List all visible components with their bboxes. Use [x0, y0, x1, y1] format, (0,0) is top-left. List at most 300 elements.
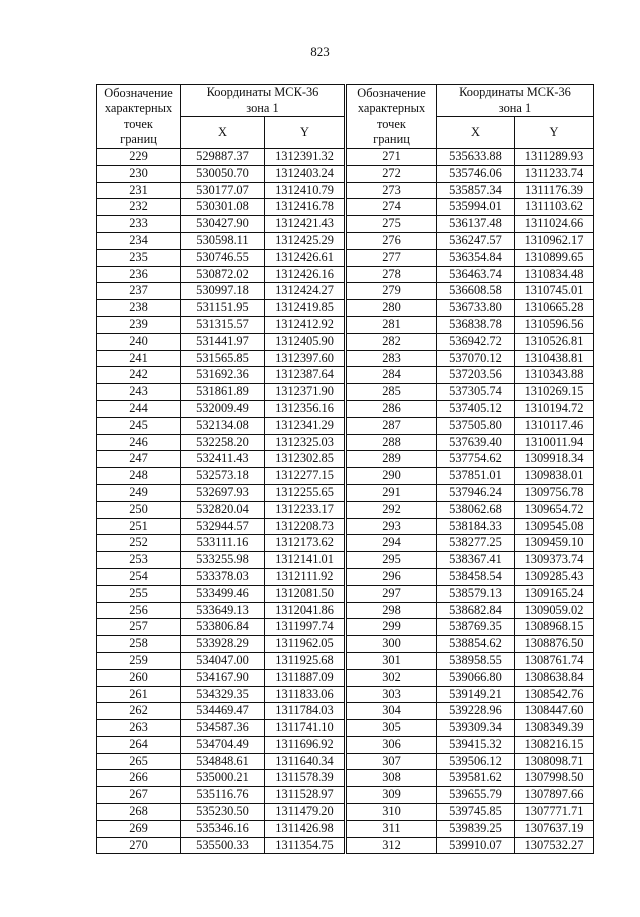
x-coordinate-cell: 535857.34 [437, 182, 515, 199]
table-row [347, 686, 594, 703]
x-coordinate-cell: 534704.49 [181, 736, 265, 753]
table-row [97, 182, 345, 199]
y-coordinate-cell: 1311233.74 [515, 165, 594, 182]
table-row [97, 686, 345, 703]
y-coordinate-cell: 1311578.39 [265, 770, 345, 787]
table-row [347, 568, 594, 585]
point-number-cell: 305 [347, 720, 437, 737]
x-coordinate-cell: 531692.36 [181, 367, 265, 384]
point-number-cell: 295 [347, 552, 437, 569]
point-number-cell: 246 [97, 434, 181, 451]
table-row [347, 585, 594, 602]
x-coordinate-cell: 535000.21 [181, 770, 265, 787]
y-coordinate-cell: 1312277.15 [265, 468, 345, 485]
y-coordinate-cell: 1308216.15 [515, 736, 594, 753]
point-label-header: Обозначение характерных точек границ [347, 85, 437, 149]
y-coordinate-cell: 1311103.62 [515, 199, 594, 216]
table-row [97, 602, 345, 619]
y-coordinate-cell: 1312403.24 [265, 165, 345, 182]
table-row [347, 232, 594, 249]
table-row [97, 535, 345, 552]
point-number-cell: 234 [97, 232, 181, 249]
table-row [347, 400, 594, 417]
point-number-cell: 309 [347, 787, 437, 804]
table-row [347, 837, 594, 854]
point-number-cell: 241 [97, 350, 181, 367]
point-number-cell: 269 [97, 820, 181, 837]
y-coordinate-cell: 1309373.74 [515, 552, 594, 569]
x-coordinate-cell: 536733.80 [437, 300, 515, 317]
y-coordinate-cell: 1308761.74 [515, 652, 594, 669]
x-coordinate-cell: 539066.80 [437, 669, 515, 686]
point-number-cell: 250 [97, 501, 181, 518]
x-coordinate-cell: 537754.62 [437, 451, 515, 468]
point-number-cell: 311 [347, 820, 437, 837]
table-row [97, 300, 345, 317]
point-number-cell: 262 [97, 703, 181, 720]
table-row [97, 552, 345, 569]
y-coordinate-cell: 1310343.88 [515, 367, 594, 384]
table-row [347, 804, 594, 821]
y-coordinate-cell: 1309918.34 [515, 451, 594, 468]
x-header: X [181, 117, 265, 149]
point-number-cell: 249 [97, 484, 181, 501]
point-number-cell: 235 [97, 249, 181, 266]
y-coordinate-cell: 1312391.32 [265, 149, 345, 166]
table-row [347, 333, 594, 350]
point-number-cell: 278 [347, 266, 437, 283]
point-number-cell: 236 [97, 266, 181, 283]
point-label-header: Обозначение характерных точек границ [97, 85, 181, 149]
y-coordinate-cell: 1308447.60 [515, 703, 594, 720]
table-row [347, 669, 594, 686]
table-row [97, 736, 345, 753]
table-row [97, 266, 345, 283]
table-row [347, 316, 594, 333]
y-coordinate-cell: 1310011.94 [515, 434, 594, 451]
table-row [97, 501, 345, 518]
y-coordinate-cell: 1309165.24 [515, 585, 594, 602]
y-coordinate-cell: 1307897.66 [515, 787, 594, 804]
x-coordinate-cell: 538184.33 [437, 518, 515, 535]
point-number-cell: 279 [347, 283, 437, 300]
y-coordinate-cell: 1312341.29 [265, 417, 345, 434]
table-row [347, 736, 594, 753]
x-coordinate-cell: 534587.36 [181, 720, 265, 737]
x-coordinate-cell: 530050.70 [181, 165, 265, 182]
y-coordinate-cell: 1312255.65 [265, 484, 345, 501]
x-coordinate-cell: 539309.34 [437, 720, 515, 737]
coordinates-header: Координаты МСК-36 зона 1 [181, 85, 345, 117]
point-number-cell: 302 [347, 669, 437, 686]
x-coordinate-cell: 537639.40 [437, 434, 515, 451]
y-coordinate-cell: 1311024.66 [515, 216, 594, 233]
x-coordinate-cell: 534167.90 [181, 669, 265, 686]
y-coordinate-cell: 1312397.60 [265, 350, 345, 367]
y-coordinate-cell: 1312302.85 [265, 451, 345, 468]
x-coordinate-cell: 532944.57 [181, 518, 265, 535]
table-row [347, 451, 594, 468]
y-coordinate-cell: 1310596.56 [515, 316, 594, 333]
point-number-cell: 265 [97, 753, 181, 770]
point-number-cell: 260 [97, 669, 181, 686]
point-number-cell: 310 [347, 804, 437, 821]
x-coordinate-cell: 534047.00 [181, 652, 265, 669]
y-coordinate-cell: 1311997.74 [265, 619, 345, 636]
x-coordinate-cell: 533499.46 [181, 585, 265, 602]
x-coordinate-cell: 533111.16 [181, 535, 265, 552]
x-coordinate-cell: 534848.61 [181, 753, 265, 770]
x-coordinate-cell: 532820.04 [181, 501, 265, 518]
x-coordinate-cell: 538277.25 [437, 535, 515, 552]
point-number-cell: 233 [97, 216, 181, 233]
table-row [347, 535, 594, 552]
point-number-cell: 255 [97, 585, 181, 602]
x-coordinate-cell: 537946.24 [437, 484, 515, 501]
y-coordinate-cell: 1312325.03 [265, 434, 345, 451]
table-row [97, 149, 345, 166]
table-row [97, 417, 345, 434]
x-coordinate-cell: 532573.18 [181, 468, 265, 485]
point-number-cell: 231 [97, 182, 181, 199]
y-coordinate-cell: 1309459.10 [515, 535, 594, 552]
table-row [97, 468, 345, 485]
table-row [347, 720, 594, 737]
table-row [97, 568, 345, 585]
table-row [97, 804, 345, 821]
point-number-cell: 270 [97, 837, 181, 854]
table-row [97, 283, 345, 300]
x-coordinate-cell: 536247.57 [437, 232, 515, 249]
x-coordinate-cell: 538367.41 [437, 552, 515, 569]
y-coordinate-cell: 1308098.71 [515, 753, 594, 770]
x-coordinate-cell: 535633.88 [437, 149, 515, 166]
x-coordinate-cell: 536608.58 [437, 283, 515, 300]
coordinates-table-right [346, 84, 594, 854]
y-coordinate-cell: 1308542.76 [515, 686, 594, 703]
point-number-cell: 292 [347, 501, 437, 518]
x-coordinate-cell: 533649.13 [181, 602, 265, 619]
table-row [347, 300, 594, 317]
x-coordinate-cell: 533928.29 [181, 636, 265, 653]
x-coordinate-cell: 538958.55 [437, 652, 515, 669]
point-number-cell: 287 [347, 417, 437, 434]
table-row [347, 484, 594, 501]
table-row [347, 417, 594, 434]
point-number-cell: 303 [347, 686, 437, 703]
point-number-cell: 306 [347, 736, 437, 753]
table-row [347, 384, 594, 401]
table-row [97, 787, 345, 804]
table-row [347, 787, 594, 804]
y-coordinate-cell: 1309285.43 [515, 568, 594, 585]
y-coordinate-cell: 1312356.16 [265, 400, 345, 417]
x-coordinate-cell: 530872.02 [181, 266, 265, 283]
y-coordinate-cell: 1308876.50 [515, 636, 594, 653]
point-number-cell: 264 [97, 736, 181, 753]
x-coordinate-cell: 534469.47 [181, 703, 265, 720]
y-coordinate-cell: 1311784.03 [265, 703, 345, 720]
y-header: Y [265, 117, 345, 149]
point-number-cell: 291 [347, 484, 437, 501]
point-number-cell: 289 [347, 451, 437, 468]
x-coordinate-cell: 535116.76 [181, 787, 265, 804]
x-coordinate-cell: 536838.78 [437, 316, 515, 333]
point-number-cell: 288 [347, 434, 437, 451]
x-coordinate-cell: 530301.08 [181, 199, 265, 216]
point-number-cell: 271 [347, 149, 437, 166]
y-coordinate-cell: 1310745.01 [515, 283, 594, 300]
table-row [97, 770, 345, 787]
y-coordinate-cell: 1311962.05 [265, 636, 345, 653]
y-coordinate-cell: 1311741.10 [265, 720, 345, 737]
y-coordinate-cell: 1311354.75 [265, 837, 345, 854]
y-coordinate-cell: 1311696.92 [265, 736, 345, 753]
point-number-cell: 247 [97, 451, 181, 468]
point-number-cell: 229 [97, 149, 181, 166]
y-coordinate-cell: 1312387.64 [265, 367, 345, 384]
x-coordinate-cell: 530177.07 [181, 182, 265, 199]
table-row [97, 518, 345, 535]
point-number-cell: 232 [97, 199, 181, 216]
x-coordinate-cell: 532697.93 [181, 484, 265, 501]
table-row [347, 619, 594, 636]
x-coordinate-cell: 536942.72 [437, 333, 515, 350]
point-number-cell: 280 [347, 300, 437, 317]
point-number-cell: 308 [347, 770, 437, 787]
x-coordinate-cell: 539839.25 [437, 820, 515, 837]
point-number-cell: 298 [347, 602, 437, 619]
table-row [347, 216, 594, 233]
x-coordinate-cell: 537070.12 [437, 350, 515, 367]
point-number-cell: 285 [347, 384, 437, 401]
point-number-cell: 238 [97, 300, 181, 317]
x-coordinate-cell: 539581.62 [437, 770, 515, 787]
point-number-cell: 237 [97, 283, 181, 300]
x-coordinate-cell: 536137.48 [437, 216, 515, 233]
point-number-cell: 293 [347, 518, 437, 535]
y-coordinate-cell: 1311479.20 [265, 804, 345, 821]
y-coordinate-cell: 1310117.46 [515, 417, 594, 434]
table-row [347, 820, 594, 837]
x-coordinate-cell: 539228.96 [437, 703, 515, 720]
point-number-cell: 294 [347, 535, 437, 552]
x-header: X [437, 117, 515, 149]
y-coordinate-cell: 1307637.19 [515, 820, 594, 837]
point-number-cell: 266 [97, 770, 181, 787]
table-row [97, 636, 345, 653]
x-coordinate-cell: 539415.32 [437, 736, 515, 753]
y-coordinate-cell: 1310899.65 [515, 249, 594, 266]
y-coordinate-cell: 1308349.39 [515, 720, 594, 737]
y-coordinate-cell: 1312405.90 [265, 333, 345, 350]
x-coordinate-cell: 533255.98 [181, 552, 265, 569]
point-number-cell: 297 [347, 585, 437, 602]
y-coordinate-cell: 1310269.15 [515, 384, 594, 401]
y-coordinate-cell: 1312412.92 [265, 316, 345, 333]
table-row [347, 165, 594, 182]
y-coordinate-cell: 1312416.78 [265, 199, 345, 216]
y-coordinate-cell: 1312081.50 [265, 585, 345, 602]
point-number-cell: 252 [97, 535, 181, 552]
point-number-cell: 299 [347, 619, 437, 636]
y-coordinate-cell: 1310438.81 [515, 350, 594, 367]
y-coordinate-cell: 1310194.72 [515, 400, 594, 417]
y-coordinate-cell: 1310526.81 [515, 333, 594, 350]
y-coordinate-cell: 1312233.17 [265, 501, 345, 518]
table-row [97, 249, 345, 266]
table-row [347, 249, 594, 266]
table-row [97, 400, 345, 417]
y-coordinate-cell: 1312426.16 [265, 266, 345, 283]
y-coordinate-cell: 1311426.98 [265, 820, 345, 837]
table-row [347, 652, 594, 669]
y-coordinate-cell: 1310962.17 [515, 232, 594, 249]
point-number-cell: 300 [347, 636, 437, 653]
table-row [97, 585, 345, 602]
point-number-cell: 275 [347, 216, 437, 233]
y-coordinate-cell: 1312371.90 [265, 384, 345, 401]
y-coordinate-cell: 1309059.02 [515, 602, 594, 619]
x-coordinate-cell: 535746.06 [437, 165, 515, 182]
y-coordinate-cell: 1310834.48 [515, 266, 594, 283]
x-coordinate-cell: 531861.89 [181, 384, 265, 401]
table-row [97, 720, 345, 737]
x-coordinate-cell: 532258.20 [181, 434, 265, 451]
x-coordinate-cell: 537505.80 [437, 417, 515, 434]
y-coordinate-cell: 1311289.93 [515, 149, 594, 166]
point-number-cell: 283 [347, 350, 437, 367]
x-coordinate-cell: 535346.16 [181, 820, 265, 837]
y-coordinate-cell: 1312173.62 [265, 535, 345, 552]
y-coordinate-cell: 1312425.29 [265, 232, 345, 249]
y-coordinate-cell: 1312421.43 [265, 216, 345, 233]
table-row [97, 451, 345, 468]
table-row [97, 199, 345, 216]
y-coordinate-cell: 1309756.78 [515, 484, 594, 501]
point-number-cell: 239 [97, 316, 181, 333]
y-coordinate-cell: 1312208.73 [265, 518, 345, 535]
x-coordinate-cell: 531441.97 [181, 333, 265, 350]
point-number-cell: 273 [347, 182, 437, 199]
y-coordinate-cell: 1312424.27 [265, 283, 345, 300]
coordinates-header: Координаты МСК-36 зона 1 [437, 85, 594, 117]
x-coordinate-cell: 539149.21 [437, 686, 515, 703]
point-number-cell: 251 [97, 518, 181, 535]
x-coordinate-cell: 538682.84 [437, 602, 515, 619]
point-number-cell: 254 [97, 568, 181, 585]
point-number-cell: 296 [347, 568, 437, 585]
x-coordinate-cell: 538458.54 [437, 568, 515, 585]
point-number-cell: 290 [347, 468, 437, 485]
x-coordinate-cell: 535500.33 [181, 837, 265, 854]
y-coordinate-cell: 1311528.97 [265, 787, 345, 804]
y-coordinate-cell: 1311640.34 [265, 753, 345, 770]
table-row [347, 468, 594, 485]
table-row [97, 484, 345, 501]
point-number-cell: 274 [347, 199, 437, 216]
y-coordinate-cell: 1312111.92 [265, 568, 345, 585]
x-coordinate-cell: 538854.62 [437, 636, 515, 653]
point-number-cell: 244 [97, 400, 181, 417]
table-row [347, 602, 594, 619]
table-row [347, 182, 594, 199]
point-number-cell: 248 [97, 468, 181, 485]
y-coordinate-cell: 1307532.27 [515, 837, 594, 854]
table-row [347, 501, 594, 518]
table-row [97, 350, 345, 367]
x-coordinate-cell: 536354.84 [437, 249, 515, 266]
y-coordinate-cell: 1311176.39 [515, 182, 594, 199]
y-coordinate-cell: 1307998.50 [515, 770, 594, 787]
point-number-cell: 284 [347, 367, 437, 384]
point-number-cell: 243 [97, 384, 181, 401]
table-row [97, 652, 345, 669]
point-number-cell: 258 [97, 636, 181, 653]
page-number: 823 [310, 44, 330, 59]
point-number-cell: 245 [97, 417, 181, 434]
point-number-cell: 268 [97, 804, 181, 821]
x-coordinate-cell: 530598.11 [181, 232, 265, 249]
y-coordinate-cell: 1307771.71 [515, 804, 594, 821]
table-row [347, 552, 594, 569]
table-row [97, 384, 345, 401]
y-coordinate-cell: 1312426.61 [265, 249, 345, 266]
x-coordinate-cell: 539655.79 [437, 787, 515, 804]
y-coordinate-cell: 1308638.84 [515, 669, 594, 686]
x-coordinate-cell: 539910.07 [437, 837, 515, 854]
point-number-cell: 312 [347, 837, 437, 854]
point-number-cell: 253 [97, 552, 181, 569]
x-coordinate-cell: 539745.85 [437, 804, 515, 821]
table-row [97, 165, 345, 182]
x-coordinate-cell: 535230.50 [181, 804, 265, 821]
x-coordinate-cell: 537305.74 [437, 384, 515, 401]
x-coordinate-cell: 532009.49 [181, 400, 265, 417]
table-row [97, 619, 345, 636]
x-coordinate-cell: 529887.37 [181, 149, 265, 166]
table-row [97, 703, 345, 720]
table-row [347, 367, 594, 384]
point-number-cell: 263 [97, 720, 181, 737]
point-number-cell: 267 [97, 787, 181, 804]
x-coordinate-cell: 539506.12 [437, 753, 515, 770]
table-row [97, 837, 345, 854]
point-number-cell: 304 [347, 703, 437, 720]
point-number-cell: 240 [97, 333, 181, 350]
x-coordinate-cell: 530427.90 [181, 216, 265, 233]
table-row [97, 316, 345, 333]
table-row [347, 266, 594, 283]
point-number-cell: 307 [347, 753, 437, 770]
y-coordinate-cell: 1309838.01 [515, 468, 594, 485]
x-coordinate-cell: 532134.08 [181, 417, 265, 434]
x-coordinate-cell: 537405.12 [437, 400, 515, 417]
table-row [347, 770, 594, 787]
table-row [347, 350, 594, 367]
table-row [347, 753, 594, 770]
point-number-cell: 261 [97, 686, 181, 703]
table-row [347, 434, 594, 451]
table-row [347, 199, 594, 216]
y-coordinate-cell: 1311925.68 [265, 652, 345, 669]
x-coordinate-cell: 535994.01 [437, 199, 515, 216]
x-coordinate-cell: 532411.43 [181, 451, 265, 468]
y-coordinate-cell: 1312141.01 [265, 552, 345, 569]
point-number-cell: 272 [347, 165, 437, 182]
x-coordinate-cell: 536463.74 [437, 266, 515, 283]
x-coordinate-cell: 538062.68 [437, 501, 515, 518]
